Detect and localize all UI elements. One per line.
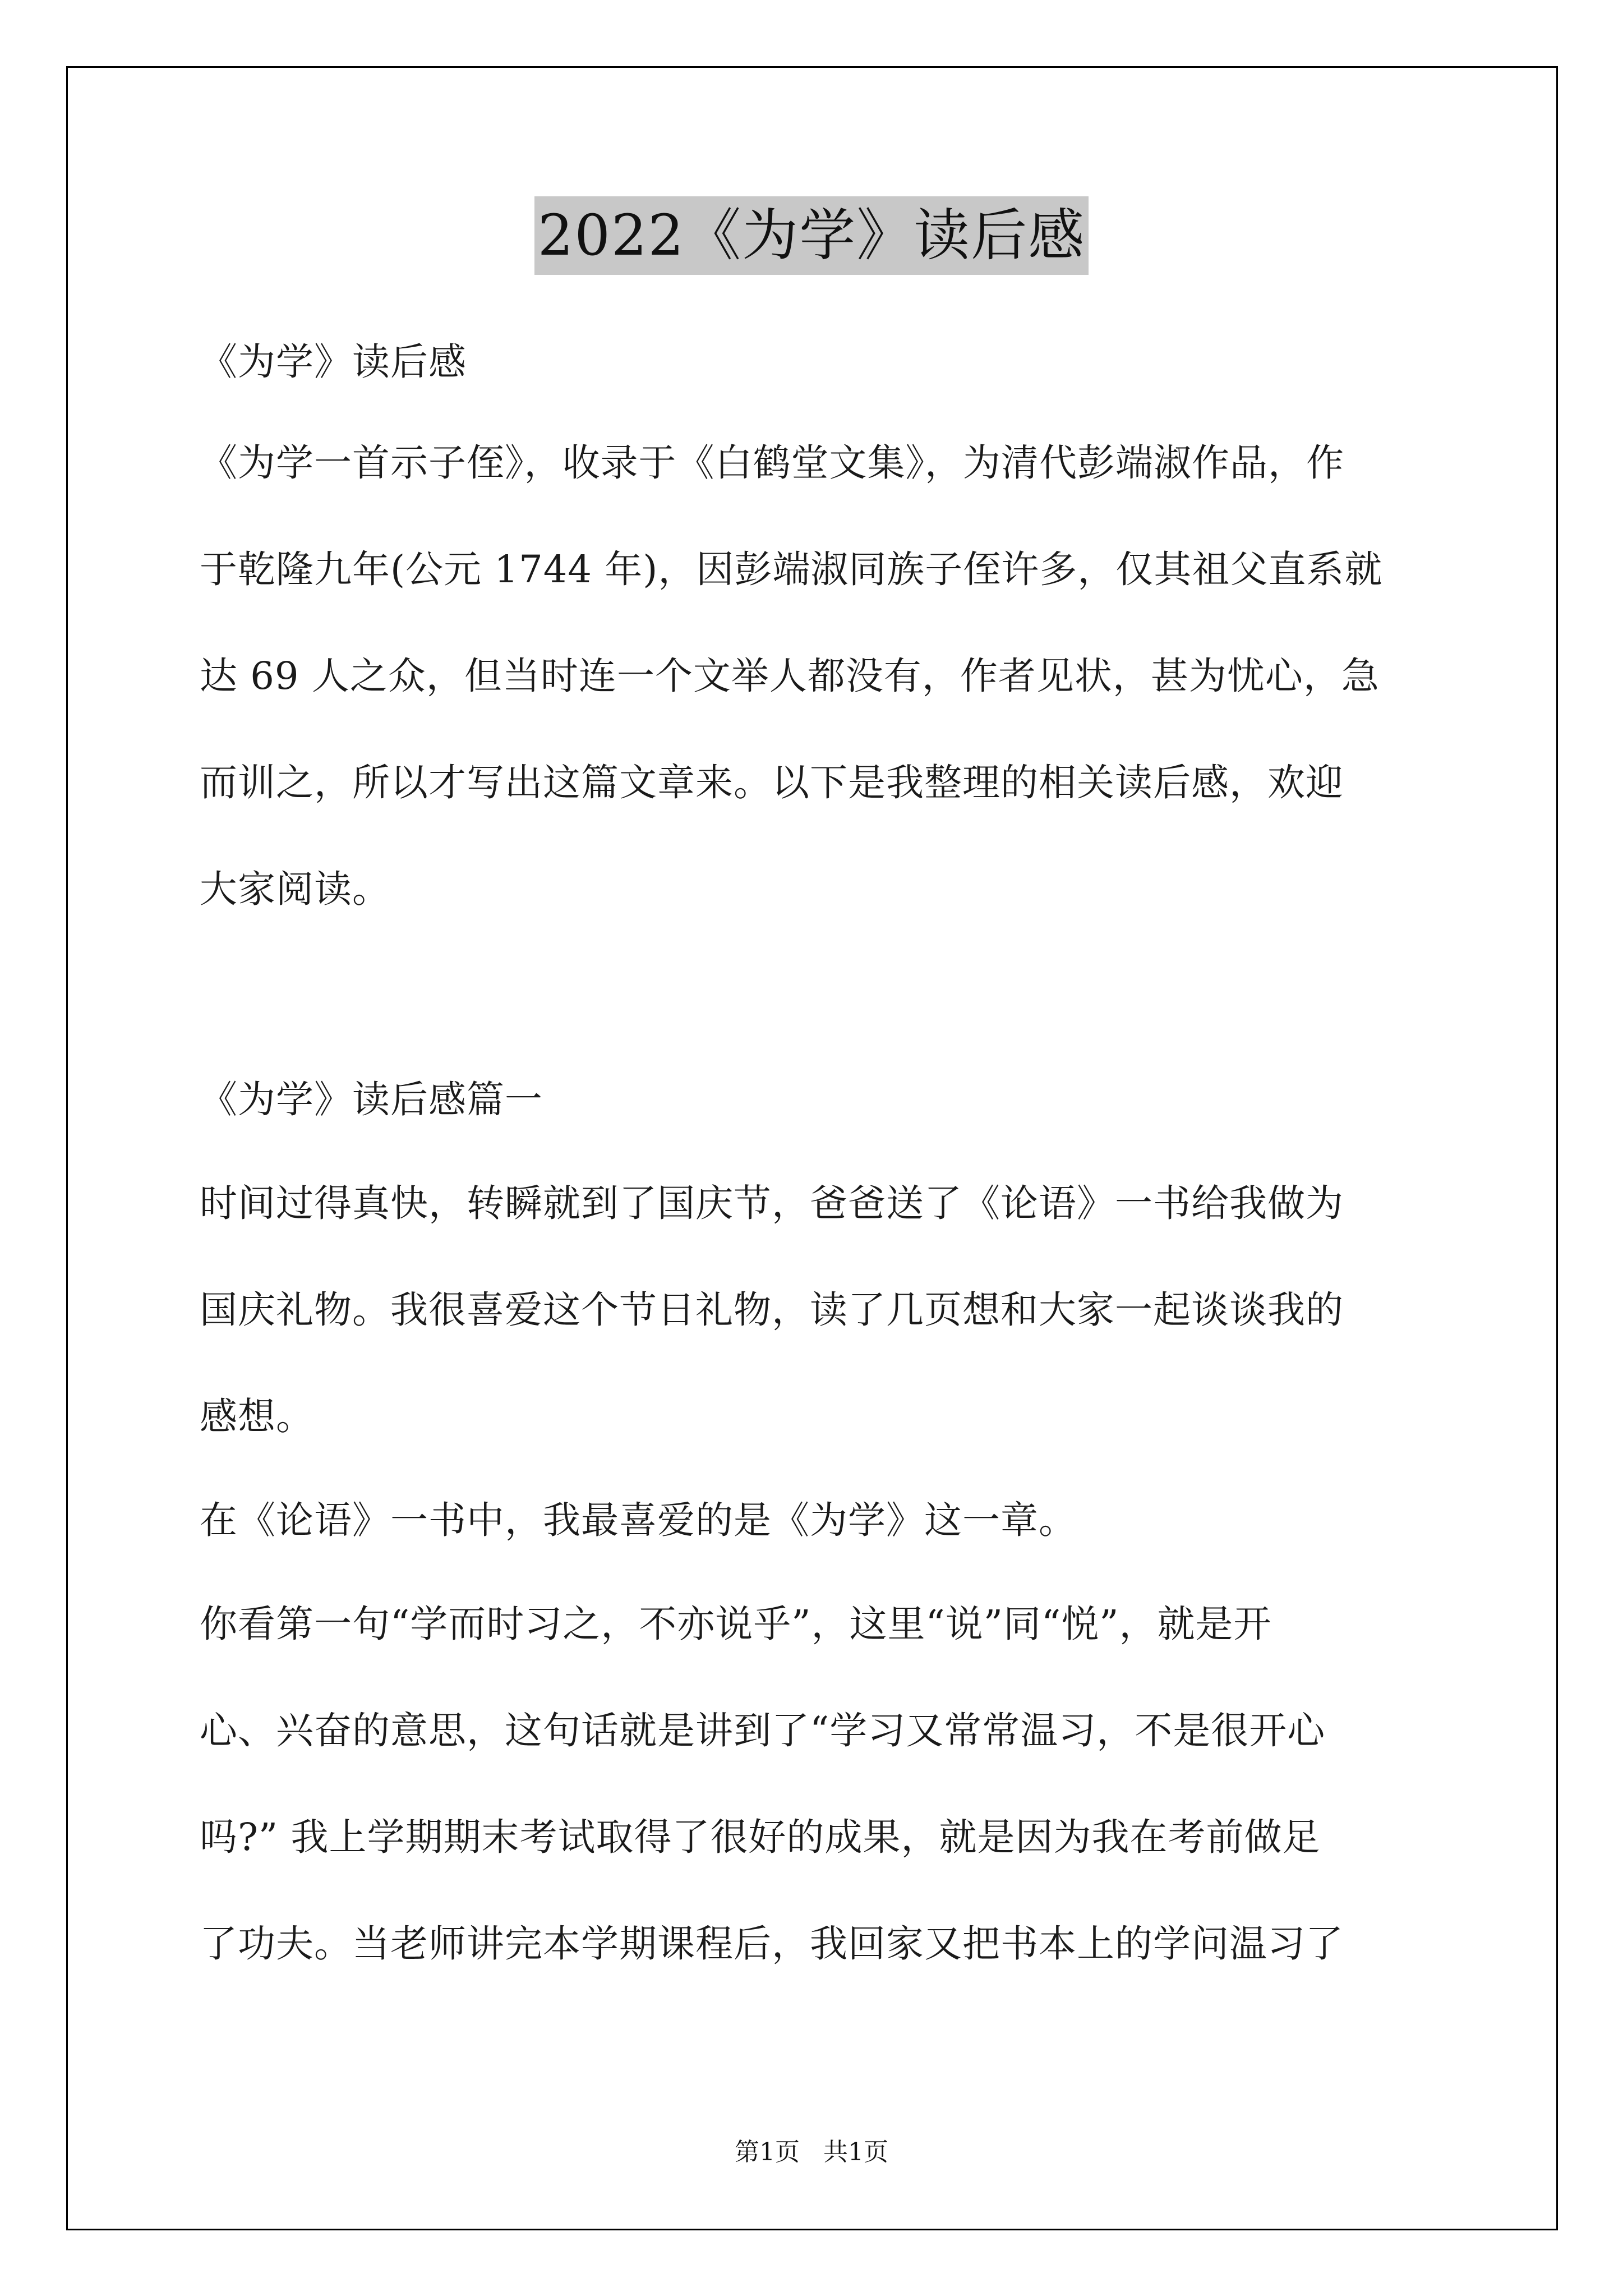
document-title: 2022《为学》读后感 (534, 196, 1089, 275)
paragraph-line: 而训之，所以才写出这篇文章来。以下是我整理的相关读后感，欢迎 (200, 761, 1344, 804)
paragraph-line: 你看第一句“学而时习之，不亦说乎”，这里“说”同“悦”，就是开 (200, 1602, 1272, 1646)
section-heading: 《为学》读后感篇一 (200, 1078, 543, 1121)
page-number: 第1页 (735, 2138, 800, 2166)
paragraph-line: 感想。 (200, 1395, 314, 1438)
paragraph-line: 了功夫。当老师讲完本学期课程后，我回家又把书本上的学问温习了 (200, 1922, 1344, 1966)
paragraph-line: 于乾隆九年(公元 1744 年)，因彭端淑同族子侄许多，仅其祖父直系就 (200, 547, 1383, 591)
paragraph-line: 在《论语》一书中，我最喜爱的是《为学》这一章。 (200, 1498, 1077, 1542)
paragraph-line: 心、兴奋的意思，这句话就是讲到了“学习又常常温习，不是很开心 (200, 1709, 1326, 1752)
page-footer (0, 2132, 1623, 2168)
paragraph-line: 吗?” 我上学期期末考试取得了很好的成果，就是因为我在考前做足 (200, 1815, 1321, 1859)
section-heading: 《为学》读后感 (200, 340, 467, 384)
paragraph-line: 大家阅读。 (200, 867, 390, 911)
paragraph-line: 国庆礼物。我很喜爱这个节日礼物，读了几页想和大家一起谈谈我的 (200, 1288, 1344, 1332)
paragraph-line: 时间过得真快，转瞬就到了国庆节，爸爸送了《论语》一书给我做为 (200, 1181, 1344, 1225)
document-body (200, 337, 1428, 1969)
paragraph-line: 达 69 人之众，但当时连一个文举人都没有，作者见状，甚为忧心，急 (200, 654, 1380, 698)
paragraph-line: 《为学一首示子侄》，收录于《白鹤堂文集》，为清代彭端淑作品，作 (200, 441, 1344, 485)
title-container (0, 196, 1623, 275)
page-total: 共1页 (823, 2138, 888, 2166)
